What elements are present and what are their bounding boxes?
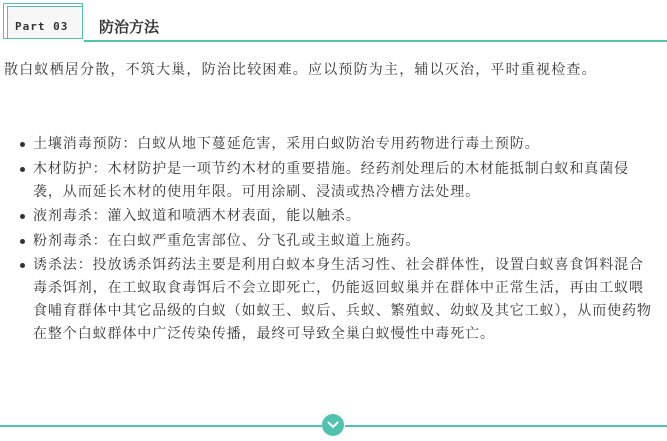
bullet-icon: [20, 263, 25, 268]
chevron-down-icon: [322, 414, 344, 436]
list-item: [0, 158, 667, 204]
list-item: [0, 254, 667, 346]
part-badge-label: Part 03: [15, 20, 69, 33]
bullet-icon: [20, 142, 25, 147]
section-header: [0, 0, 667, 48]
list-item: [0, 205, 667, 228]
list-item: [0, 133, 667, 156]
footer-divider-left: [0, 425, 322, 427]
bullet-icon: [20, 239, 25, 244]
intro-paragraph: 散白蚁栖居分散，不筑大巢，防治比较困难。应以预防为主，辅以灭治，平时重视检查。: [4, 62, 597, 78]
list-item-text: 土壤消毒预防：白蚁从地下蔓延危害，采用白蚁防治专用药物进行毒土预防。: [33, 136, 540, 152]
method-list: [0, 133, 667, 348]
list-item-text: 粉剂毒杀：在白蚁严重危害部位、分飞孔或主蚁道上施药。: [33, 232, 421, 249]
list-item-text: 液剂毒杀：灌入蚁道和喷洒木材表面，能以触杀。: [33, 208, 361, 224]
footer-divider-right: [345, 425, 667, 427]
header-divider: [84, 40, 667, 42]
bullet-icon: [20, 214, 25, 219]
list-item-text: 木材防护：木材防护是一项节约木材的重要措施。经药剂处理后的木材能抵制白蚁和真菌侵袭，从而延长木材的使用年限。可用涂刷、浸渍或热冷槽方法处理。: [33, 160, 629, 200]
list-item-text: 诱杀法：投放诱杀饵药法主要是利用白蚁本身生活习性、社会群体性，设置白蚁喜食饵料混合毒杀饵剂，在工蚁取食毒饵后不会立即死亡，仍能返回蚁巢并在群体中正常生活，再由工蚁喂食哺育群体中其它品级的白蚁（如蚁王、蚁后、兵蚁、繁殖蚁、幼蚁及其它工蚁），从而使药物在整个白蚁群体中广泛传染传播，最终可导致全巢白蚁慢性中毒死亡。: [33, 257, 652, 342]
list-item: [0, 230, 667, 253]
section-title: 防治方法: [99, 18, 160, 36]
bullet-icon: [20, 167, 25, 172]
